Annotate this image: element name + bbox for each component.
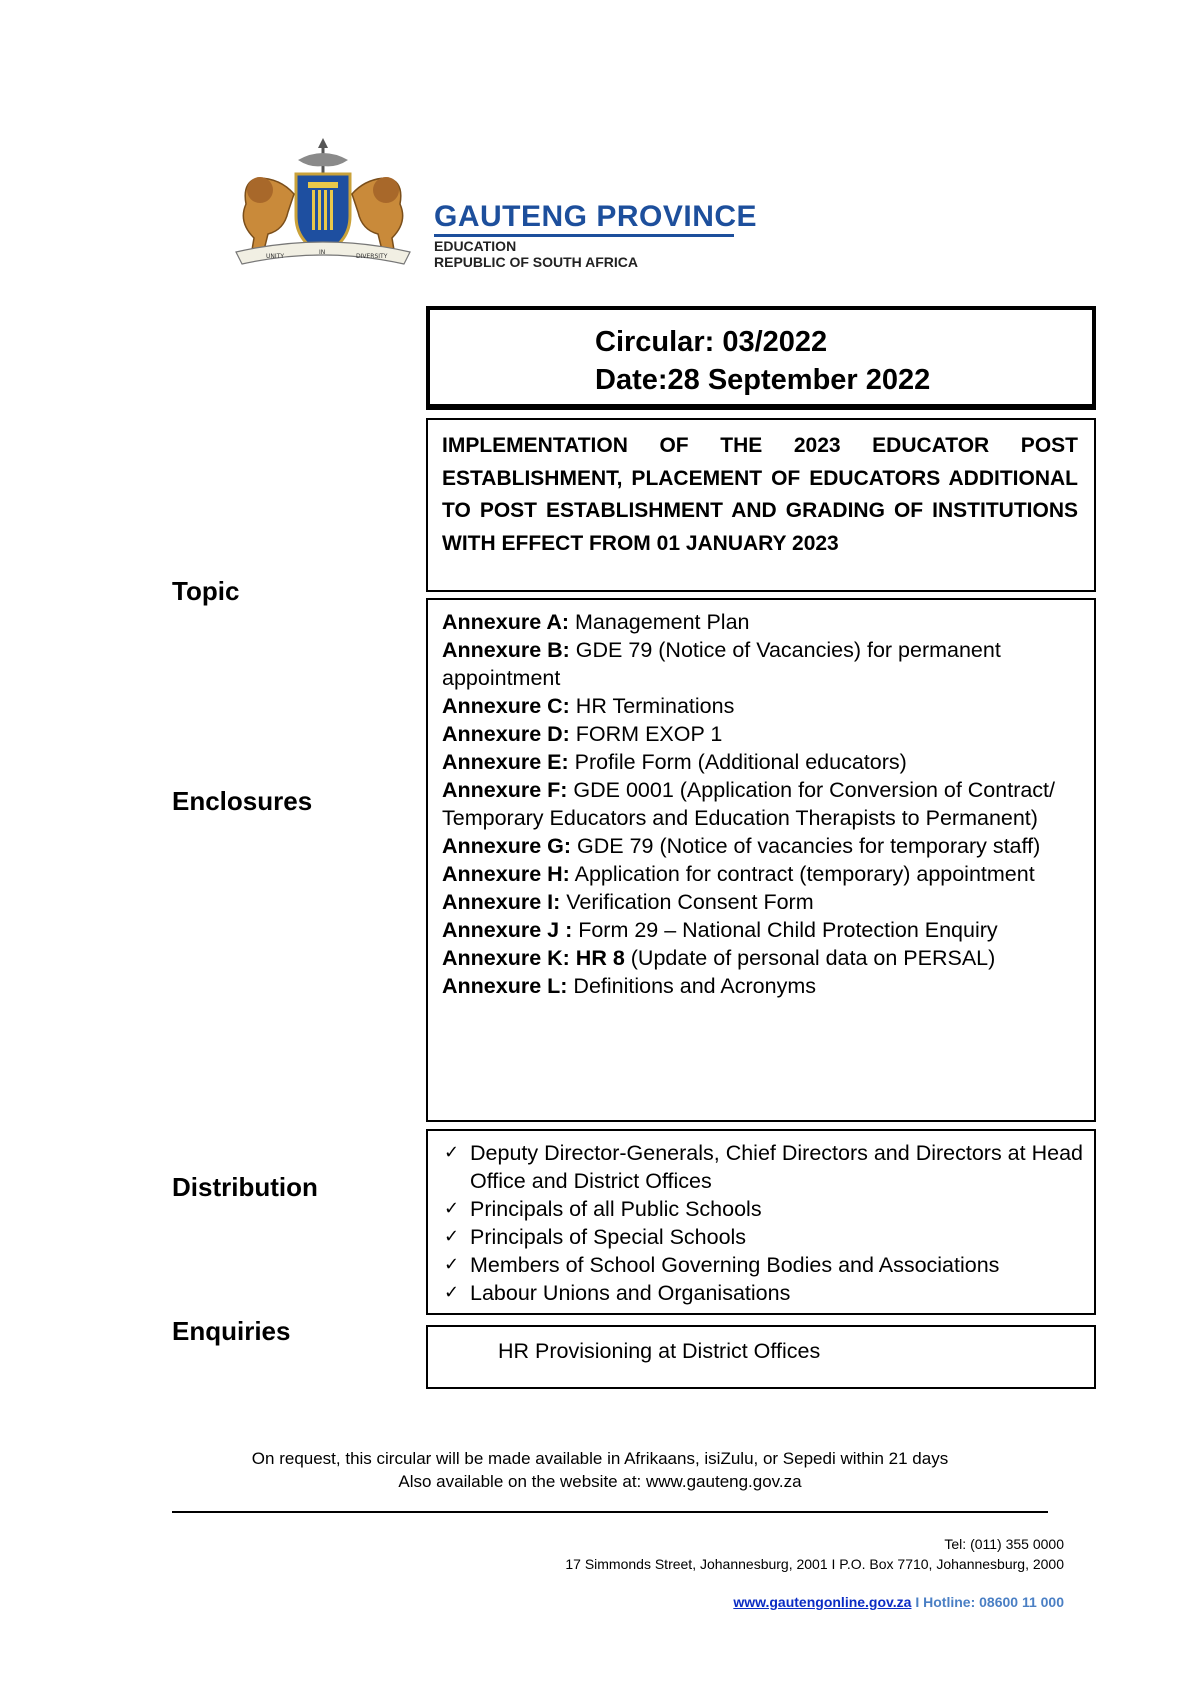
website-link[interactable]: www.gautengonline.gov.za [733, 1594, 912, 1610]
topic-text: IMPLEMENTATION OF THE 2023 EDUCATOR POST ESTABLISHMENT, PLACEMENT OF EDUCATORS ADDITIONAL TO POST ESTABLISHMENT AND GRADING OF INSTITUTIONS WITH EFFECT FROM 01 JANUARY 2023 [442, 434, 1078, 555]
checkmark-icon: ✓ [444, 1282, 460, 1303]
distribution-item: ✓ Principals of Special Schools [444, 1225, 747, 1249]
distribution-box [426, 1129, 1096, 1315]
website-notice: Also available on the website at: www.gauteng.gov.za [398, 1472, 802, 1491]
checkmark-icon: ✓ [444, 1142, 460, 1163]
footer-tel: Tel: (011) 355 0000 [944, 1536, 1064, 1552]
distribution-item: ✓ Members of School Governing Bodies and Associations [444, 1253, 1000, 1277]
annexure-item: Annexure I: Verification Consent Form [442, 890, 814, 914]
enclosures-label: Enclosures [172, 786, 313, 816]
topic-label: Topic [172, 576, 240, 606]
annexure-item: Annexure H: Application for contract (temporary) appointment [442, 862, 1035, 886]
distribution-item: ✓ Labour Unions and Organisations [444, 1281, 791, 1305]
distribution-label: Distribution [172, 1172, 318, 1202]
enquiries-text: HR Provisioning at District Offices [498, 1339, 821, 1363]
enquiries-box [426, 1325, 1096, 1389]
distribution-item: ✓ Principals of all Public Schools [444, 1197, 762, 1221]
motto-in: IN [319, 249, 326, 256]
circular-date: Date:28 September 2022 [595, 364, 931, 396]
language-notice: On request, this circular will be made available in Afrikaans, isiZulu, or Sepedi within 21 days [251, 1449, 949, 1468]
enclosures-box [426, 598, 1096, 1122]
annexure-item: Annexure L: Definitions and Acronyms [442, 974, 816, 998]
gauteng-logo [228, 138, 758, 270]
coat-of-arms-icon [228, 138, 418, 268]
footer-divider [172, 1511, 1048, 1513]
topic-box [426, 418, 1096, 592]
annexure-item: Annexure K: HR 8 (Update of personal data on PERSAL) [442, 946, 996, 970]
brand-title: GAUTENG PROVINCE [434, 200, 758, 233]
hotline-text: I Hotline: 08600 11 000 [911, 1594, 1064, 1610]
motto-diversity: DIVERSITY [356, 253, 388, 260]
checkmark-icon: ✓ [444, 1254, 460, 1275]
brand-department: EDUCATION [434, 238, 517, 254]
checkmark-icon: ✓ [444, 1198, 460, 1219]
annexure-item: Annexure D: FORM EXOP 1 [442, 722, 723, 746]
annexure-item: Annexure A: Management Plan [442, 610, 750, 634]
annexure-item: Annexure C: HR Terminations [442, 694, 735, 718]
circular-box [426, 306, 1096, 408]
annexure-item: Annexure B: GDE 79 (Notice of Vacancies) for permanent appointment [442, 638, 1001, 690]
enquiries-label: Enquiries [172, 1316, 291, 1346]
footer-contact [733, 1594, 1064, 1610]
brand-underline [434, 234, 734, 237]
brand-country: REPUBLIC OF SOUTH AFRICA [434, 254, 639, 270]
annexure-item: Annexure J : Form 29 – National Child Protection Enquiry [442, 918, 998, 942]
checkmark-icon: ✓ [444, 1226, 460, 1247]
annexure-item: Annexure E: Profile Form (Additional educators) [442, 750, 907, 774]
annexure-item: Annexure G: GDE 79 (Notice of vacancies for temporary staff) [442, 834, 1041, 858]
annexure-item: Annexure F: GDE 0001 (Application for Conversion of Contract/ Temporary Educators and Education Therapists to Permanent) [442, 778, 1056, 830]
distribution-item: ✓ Deputy Director-Generals, Chief Directors and Directors at Head Office and District Offices [444, 1141, 1083, 1193]
footer-address: 17 Simmonds Street, Johannesburg, 2001 I P.O. Box 7710, Johannesburg, 2000 [565, 1556, 1064, 1572]
motto-unity: UNITY [266, 253, 284, 260]
circular-number: Circular: 03/2022 [595, 326, 828, 358]
